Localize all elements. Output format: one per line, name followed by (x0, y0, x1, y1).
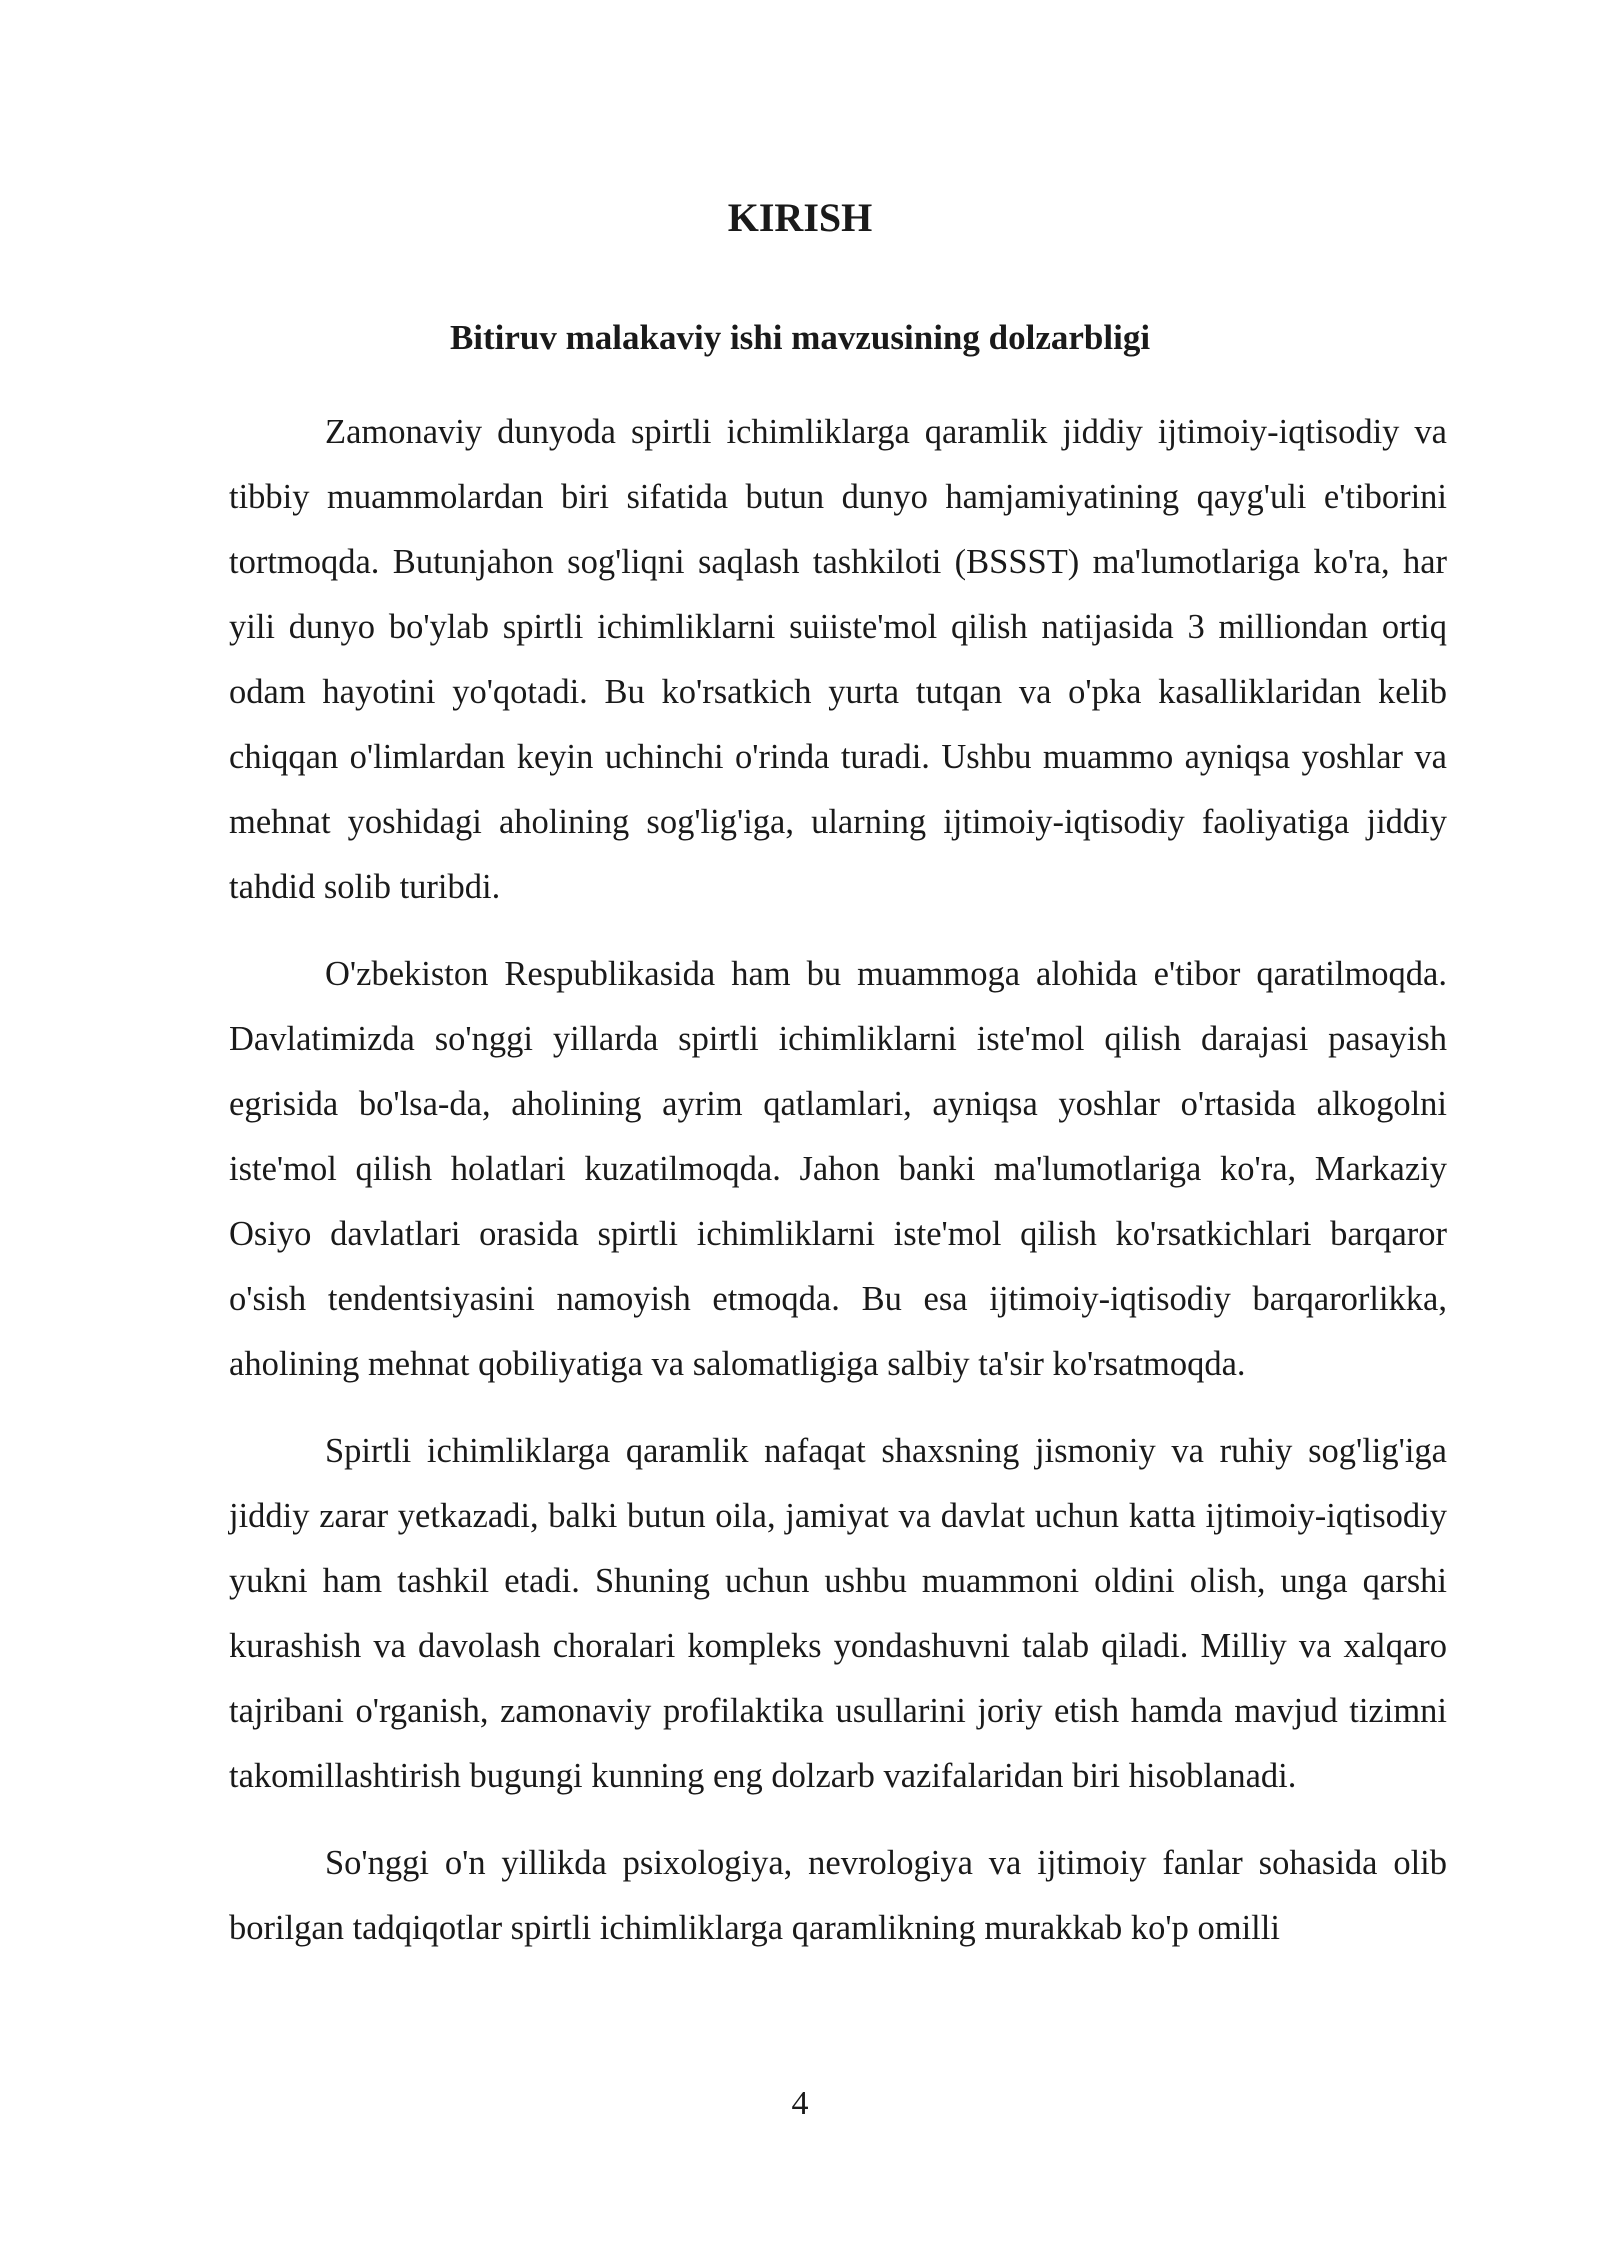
body-text (229, 400, 1447, 1983)
section-subtitle: Bitiruv malakaviy ishi mavzusining dolzarbligi (449, 318, 1151, 357)
paragraph-3: Spirtli ichimliklarga qaramlik nafaqat shaxsning jismoniy va ruhiy sog'lig'iga jiddiy zarar yetkazadi, balki butun oila, jamiyat va davlat uchun katta ijtimoiy-iqtisodiy yukni ham tashkil etadi. Shuning uchun ushbu muammoni oldini olish, unga qarshi kurashish va davolash choralari kompleks yondashuvni talab qiladi. Milliy va xalqaro tajribani o'rganish, zamonaviy profilaktika usullarini joriy etish hamda mavjud tizimni takomillashtirish bugungi kunning eng dolzarb vazifalaridan biri hisoblanadi. (229, 1432, 1447, 1795)
page-number: 4 (791, 2085, 809, 2122)
paragraph-2: O'zbekiston Respublikasida ham bu muammoga alohida e'tibor qaratilmoqda. Davlatimizda so'nggi yillarda spirtli ichimliklarni iste'mol qilish darajasi pasayish egrisida bo'lsa-da, aholining ayrim qatlamlari, ayniqsa yoshlar o'rtasida alkogolni iste'mol qilish holatlari kuzatilmoqda. Jahon banki ma'lumotlariga ko'ra, Markaziy Osiyo davlatlari orasida spirtli ichimliklarni iste'mol qilish ko'rsatkichlari barqaror o'sish tendentsiyasini namoyish etmoqda. Bu esa ijtimoiy-iqtisodiy barqarorlikka, aholining mehnat qobiliyatiga va salomatligiga salbiy ta'sir ko'rsatmoqda. (229, 955, 1447, 1383)
paragraph-1: Zamonaviy dunyoda spirtli ichimliklarga qaramlik jiddiy ijtimoiy-iqtisodiy va tibbiy muammolardan biri sifatida butun dunyo hamjamiyatining qayg'uli e'tiborini tortmoqda. Butunjahon sog'liqni saqlash tashkiloti (BSSST) ma'lumotlariga ko'ra, har yili dunyo bo'ylab spirtli ichimliklarni suiiste'mol qilish natijasida 3 milliondan ortiq odam hayotini yo'qotadi. Bu ko'rsatkich yurta tutqan va o'pka kasalliklaridan kelib chiqqan o'limlardan keyin uchinchi o'rinda turadi. Ushbu muammo ayniqsa yoshlar va mehnat yoshidagi aholining sog'lig'iga, ularning ijtimoiy-iqtisodiy faoliyatiga jiddiy tahdid solib turibdi. (229, 413, 1447, 906)
page-title: KIRISH (727, 195, 873, 240)
paragraph-4: So'nggi o'n yillikda psixologiya, nevrologiya va ijtimoiy fanlar sohasida olib borilgan tadqiqotlar spirtli ichimliklarga qaramlikning murakkab ko'p omilli (229, 1844, 1447, 1947)
